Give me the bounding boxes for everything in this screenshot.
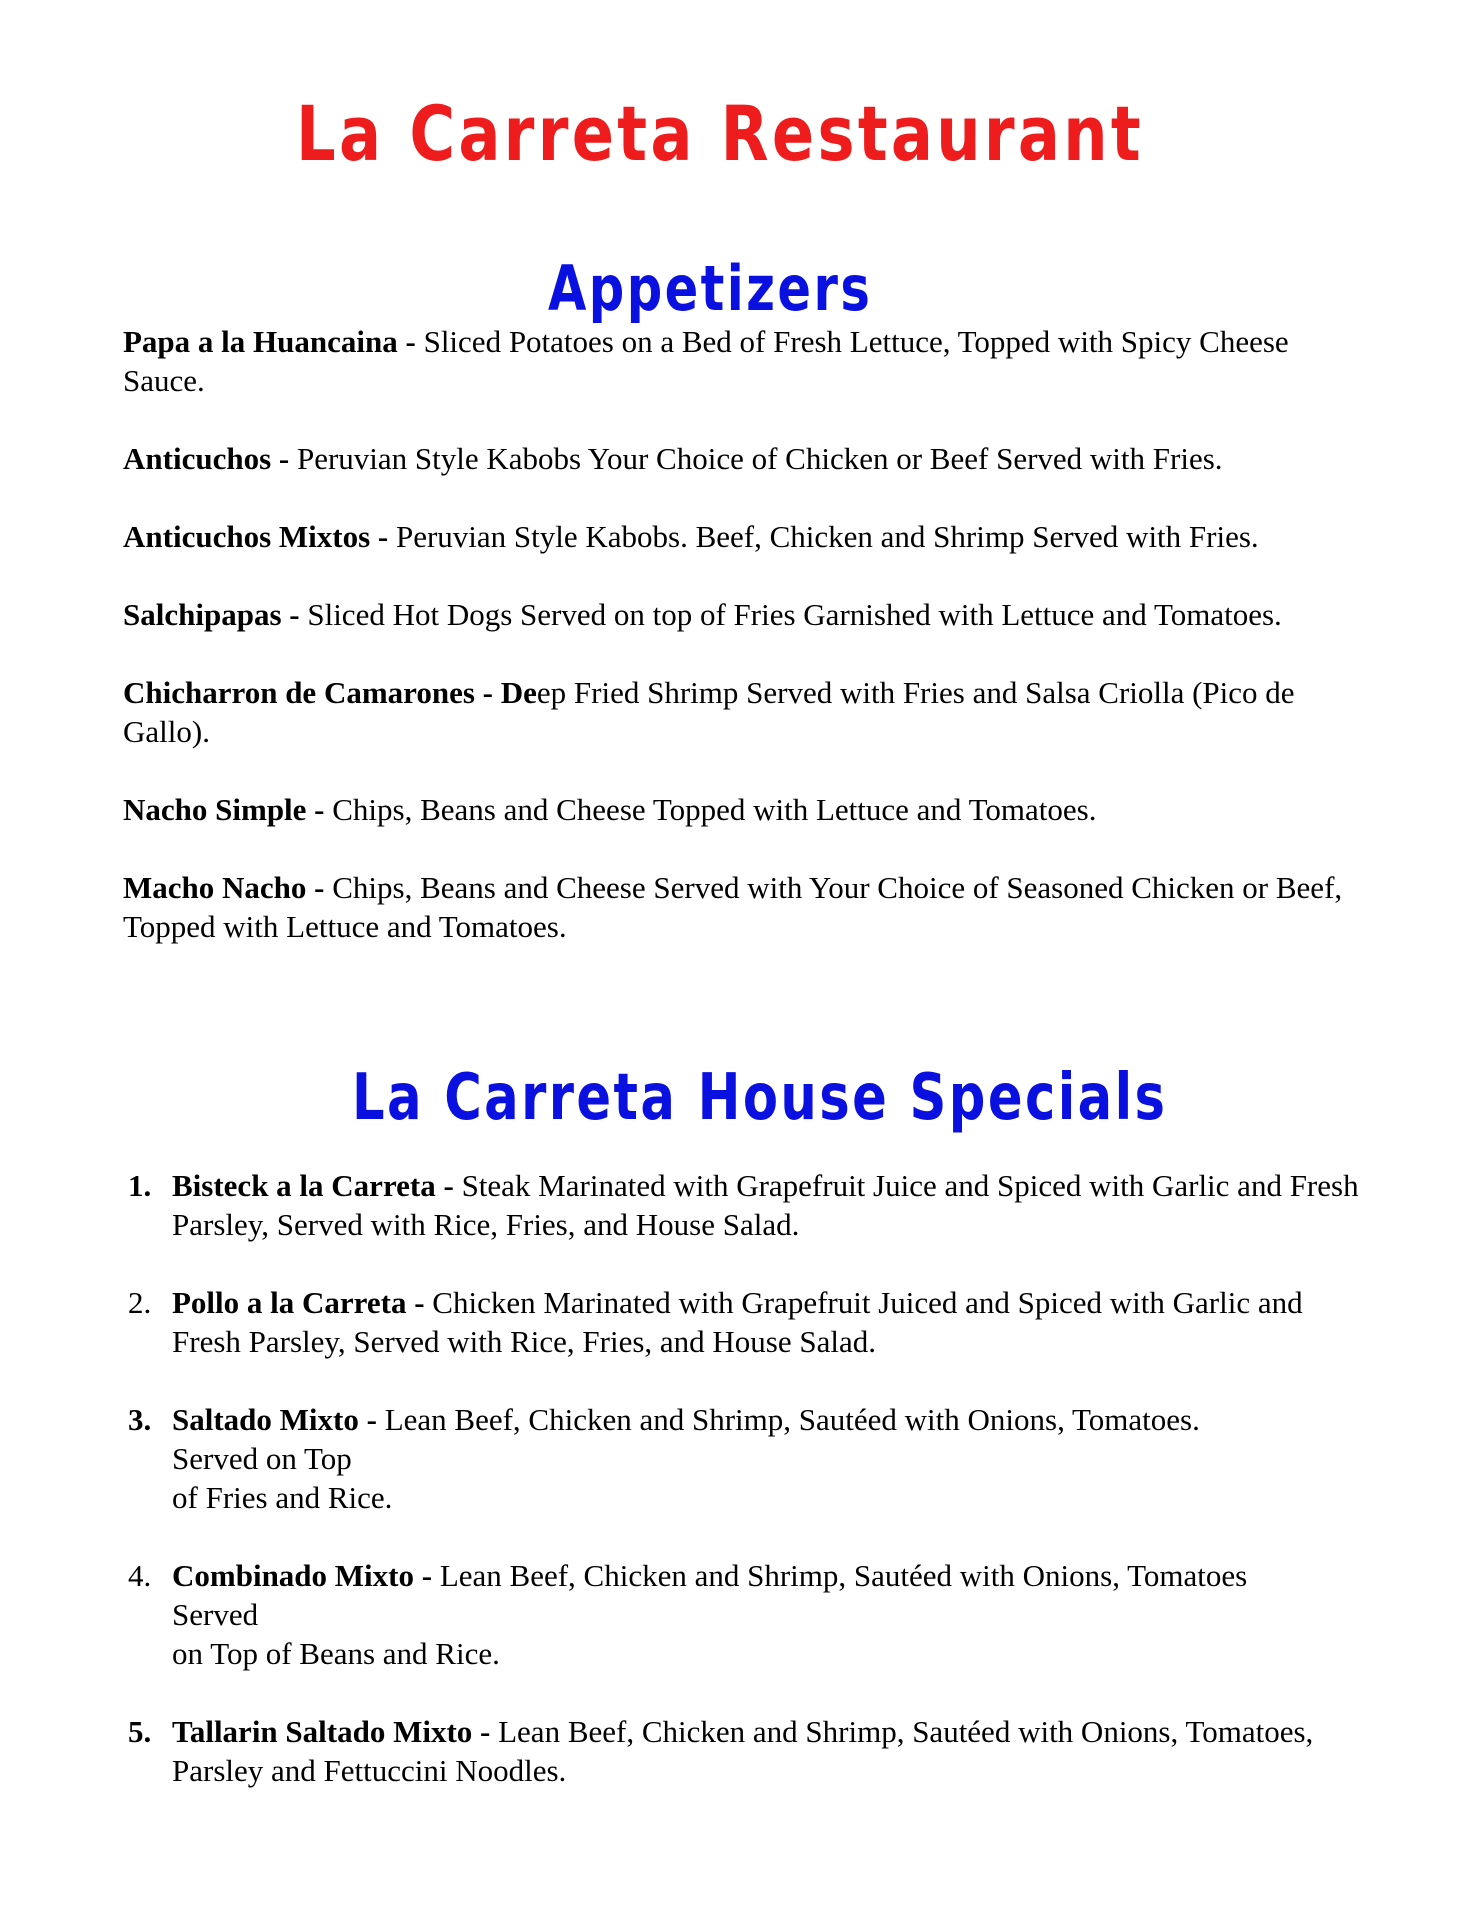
appetizer-item xyxy=(123,322,1363,400)
special-description-line: of Fries and Rice. xyxy=(172,1480,393,1515)
appetizer-name: Salchipapas - xyxy=(123,597,308,632)
special-name: Pollo a la Carreta - xyxy=(172,1285,433,1320)
appetizer-description: Sliced Hot Dogs Served on top of Fries Garnished with Lettuce and Tomatoes. xyxy=(307,597,1282,632)
special-name: Tallarin Saltado Mixto - xyxy=(172,1714,499,1749)
appetizer-description: Peruvian Style Kabobs Your Choice of Chicken or Beef Served with Fries. xyxy=(296,441,1223,476)
appetizer-name: Nacho Simple - xyxy=(123,792,333,827)
special-description: Lean Beef, Chicken and Shrimp, Sautéed with Onions, Tomatoes xyxy=(439,1558,1248,1593)
appetizer-item xyxy=(123,868,1363,946)
appetizer-description: Sliced Potatoes on a Bed of Fresh Lettuce, Topped with Spicy Cheese Sauce. xyxy=(123,324,1289,398)
special-description: Lean Beef, Chicken and Shrimp, Sautéed with Onions, Tomatoes, Parsley and Fettuccini Noodles. xyxy=(172,1714,1314,1788)
appetizer-name: Anticuchos Mixtos - xyxy=(123,519,396,554)
appetizer-item xyxy=(123,790,1363,829)
special-item xyxy=(123,1400,1363,1517)
special-description-line: Served on Top xyxy=(172,1441,352,1476)
appetizer-description: Chips, Beans and Cheese Topped with Lettuce and Tomatoes. xyxy=(332,792,1097,827)
special-description-line: Served xyxy=(172,1597,259,1632)
appetizer-item xyxy=(123,439,1363,478)
special-name: Bisteck a la Carreta - xyxy=(172,1168,462,1203)
special-item xyxy=(123,1166,1363,1244)
special-description: Lean Beef, Chicken and Shrimp, Sautéed with Onions, Tomatoes. xyxy=(384,1402,1200,1437)
appetizer-description: Peruvian Style Kabobs. Beef, Chicken and Shrimp Served with Fries. xyxy=(395,519,1259,554)
appetizer-description: ep Fried Shrimp Served with Fries and Salsa Criolla (Pico de Gallo). xyxy=(123,675,1295,749)
appetizers-heading: Appetizers xyxy=(548,252,873,325)
appetizer-item xyxy=(123,595,1363,634)
special-number: 3. xyxy=(128,1402,152,1437)
appetizer-name: Anticuchos - xyxy=(123,441,297,476)
restaurant-title: La Carreta Restaurant xyxy=(296,89,1144,178)
special-number: 1. xyxy=(128,1168,152,1203)
appetizers-list xyxy=(123,322,1363,985)
appetizer-name: Macho Nacho - xyxy=(123,870,333,905)
specials-list xyxy=(123,1166,1363,1829)
special-name: Saltado Mixto - xyxy=(172,1402,385,1437)
appetizer-description: Chips, Beans and Cheese Served with Your Choice of Seasoned Chicken or Beef, Topped with Lettuce and Tomatoes. xyxy=(123,870,1343,944)
appetizer-name: Chicharron de Camarones - De xyxy=(123,675,537,710)
special-item xyxy=(123,1556,1363,1673)
special-item xyxy=(123,1283,1363,1361)
special-description-line: on Top of Beans and Rice. xyxy=(172,1636,500,1671)
special-number: 4. xyxy=(128,1558,152,1593)
specials-heading: La Carreta House Specials xyxy=(352,1061,1168,1135)
special-number: 5. xyxy=(128,1714,152,1749)
appetizer-name: Papa a la Huancaina - xyxy=(123,324,424,359)
special-number: 2. xyxy=(128,1285,152,1320)
special-item xyxy=(123,1712,1363,1790)
special-description: Chicken Marinated with Grapefruit Juiced and Spiced with Garlic and Fresh Parsley, Served with Rice, Fries, and House Salad. xyxy=(172,1285,1303,1359)
appetizer-item xyxy=(123,673,1363,751)
special-description: Steak Marinated with Grapefruit Juice and Spiced with Garlic and Fresh Parsley, Served with Rice, Fries, and House Salad. xyxy=(172,1168,1359,1242)
appetizer-item xyxy=(123,517,1363,556)
special-name: Combinado Mixto - xyxy=(172,1558,440,1593)
